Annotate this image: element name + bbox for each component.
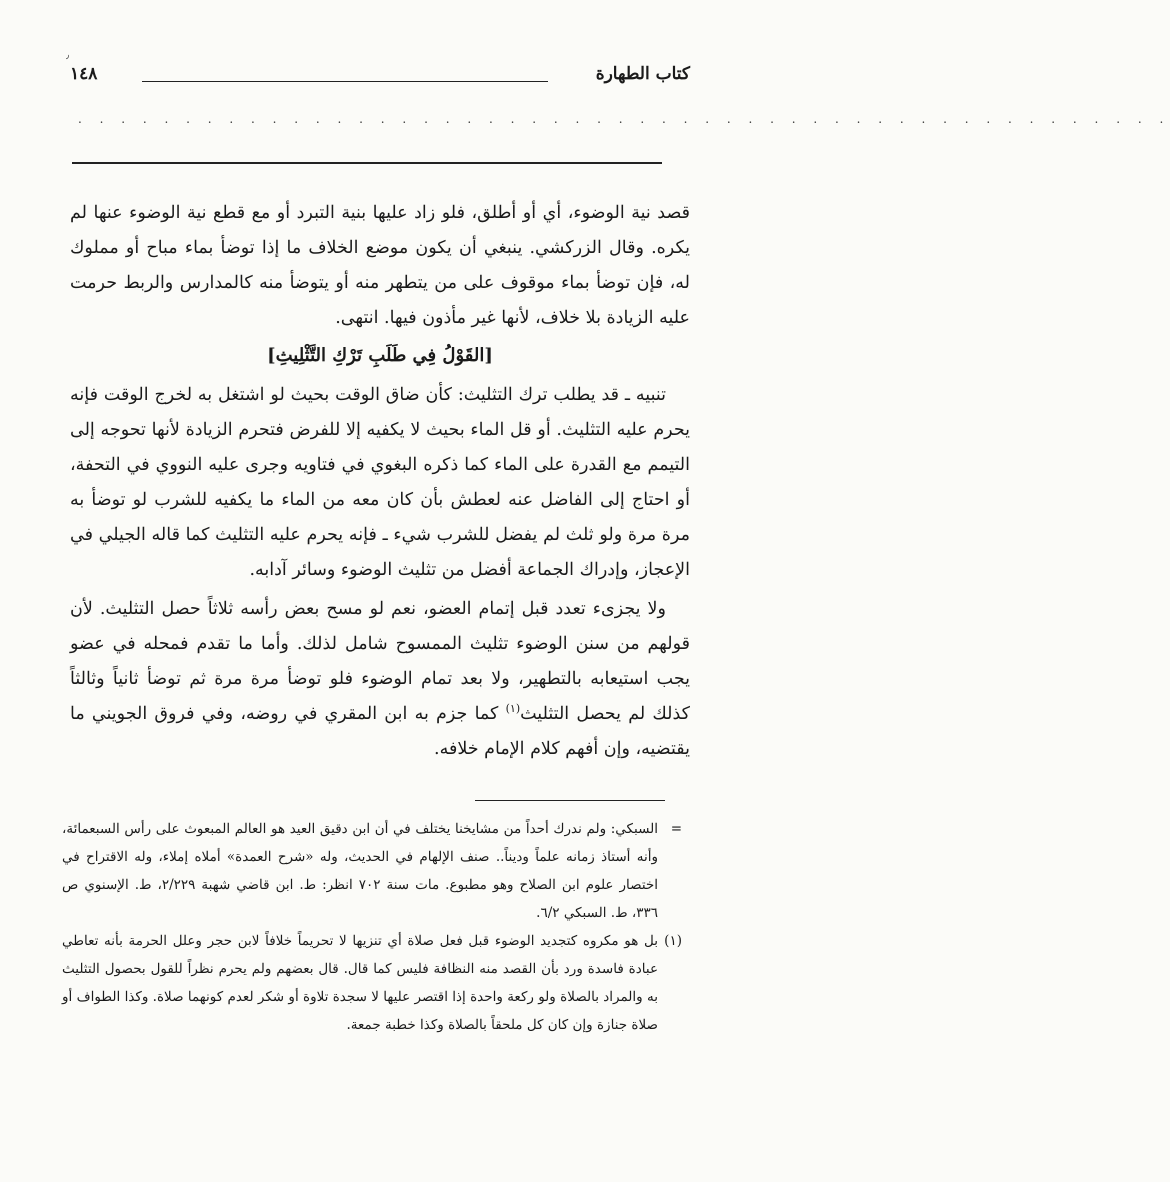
- header-rule: [142, 81, 548, 82]
- paragraph-3-text-a: ولا يجزىء تعدد قبل إتمام العضو، نعم لو مسح بعض رأسه ثلاثاً حصل التثليث. لأن قولهم من سنن الوضوء تثليث الممسوح شامل لذلك. وأما ما تقدم فمحله في عضو يجب استيعابه بالتطهير، ولا بعد تمام الوضوء فلو توضأ مرة مرة ثم توضأ ثانياً وثالثاً كذلك لم يحصل التثليث: [70, 599, 690, 724]
- footnote-marker: (١): [664, 933, 682, 949]
- running-header: [70, 64, 690, 90]
- main-text: [70, 196, 690, 767]
- footnotes: [62, 815, 682, 1039]
- dotted-leader: . . . . . . . . . . . . . . . . . . . . . . . . . . . . . . . . . . . . . . . . . . . . . . . . . . .: [78, 112, 1170, 126]
- paragraph-1: قصد نية الوضوء، أي أو أطلق، فلو زاد عليها بنية التبرد أو مع قطع نية الوضوء عنها لم يكره. وقال الزركشي. ينبغي أن يكون موضع الخلاف ما إذا توضأ بماء مباح أو مملوك له، فإن توضأ بماء موقوف على من يتطهر منه أو يتوضأ منه كالمدارس والربط حرمت عليه الزيادة بلا خلاف، لأنها غير مأذون فيها. انتهى.: [70, 203, 690, 328]
- page-number: ١٤٨: [70, 64, 98, 84]
- section-heading: [القَوْلُ فِي طَلَبِ تَرْكِ التَّثْلِيثِ]: [267, 345, 493, 366]
- paragraph-2: تنبيه ـ قد يطلب ترك التثليث: كأن ضاق الوقت بحيث لو اشتغل به لخرج الوقت فإنه يحرم عليه التثليث. أو قل الماء بحيث لا يكفيه إلا للفرض فتحرم الزيادة لأنها تحوجه إلى التيمم مع القدرة على الماء كما ذكره البغوي في فتاويه وجرى عليه النووي في التحفة، أو احتاج إلى الفاضل عنه لعطش بأن كان معه من الماء ما يكفيه للشرب لو توضأ به مرة مرة ولو ثلث لم يفضل للشرب شيء ـ فإنه يحرم عليه التثليث كما قاله الجيلي في الإعجاز، وإدراك الجماعة أفضل من تثليث الوضوء وسائر آدابه.: [70, 385, 690, 580]
- footnote-1: [62, 927, 682, 1039]
- paragraph-3: [70, 592, 690, 767]
- footnote-text: السبكي: ولم ندرك أحداً من مشايخنا يختلف في أن ابن دقيق العيد هو العالم المبعوث على رأس السبعمائة، وأنه أستاذ زمانه علماً وديناً.. صنف الإلهام في الحديث، وله «شرح العمدة» أملاه إملاء، وله الاقتراح في اختصار علوم ابن الصلاح وهو مطبوع. مات سنة ٧٠٢ انظر: ط. ابن قاضي شهبة ٢/٢٢٩، ط. الإسنوي ص ٣٣٦، ط. السبكي ٦/٢.: [62, 821, 659, 921]
- book-title: كتاب الطهارة: [595, 64, 690, 84]
- footnote-text: بل هو مكروه كتجديد الوضوء قبل فعل صلاة أي تنزيها لا تحريماً خلافاً لابن حجر وعلل الحرمة بأنه تعاطي عبادة فاسدة ورد بأن القصد منه النظافة فليس كما قال. قال بعضهم ولم يحرم نظراً للقول بحصول التثليث به والمراد بالصلاة ولو ركعة واحدة إذا اقتصر عليها لا سجدة تلاوة أو شكر لعدم كونهما صلاة. وكذا الطواف أو صلاة جنازة وإن كان كل ملحقاً بالصلاة وكذا خطبة جمعة.: [62, 933, 658, 1033]
- margin-mark: ٫: [66, 50, 70, 61]
- footnote-reference: (١): [505, 702, 521, 716]
- paragraph-3-text-b: كما جزم به ابن المقري في روضه، وفي فروق الجويني ما يقتضيه، وإن أفهم كلام الإمام خلافه.: [70, 704, 690, 759]
- footnote-continued: [62, 815, 682, 927]
- footnote-divider: [475, 800, 665, 801]
- top-divider: [72, 162, 662, 164]
- footnote-marker: =: [670, 821, 682, 837]
